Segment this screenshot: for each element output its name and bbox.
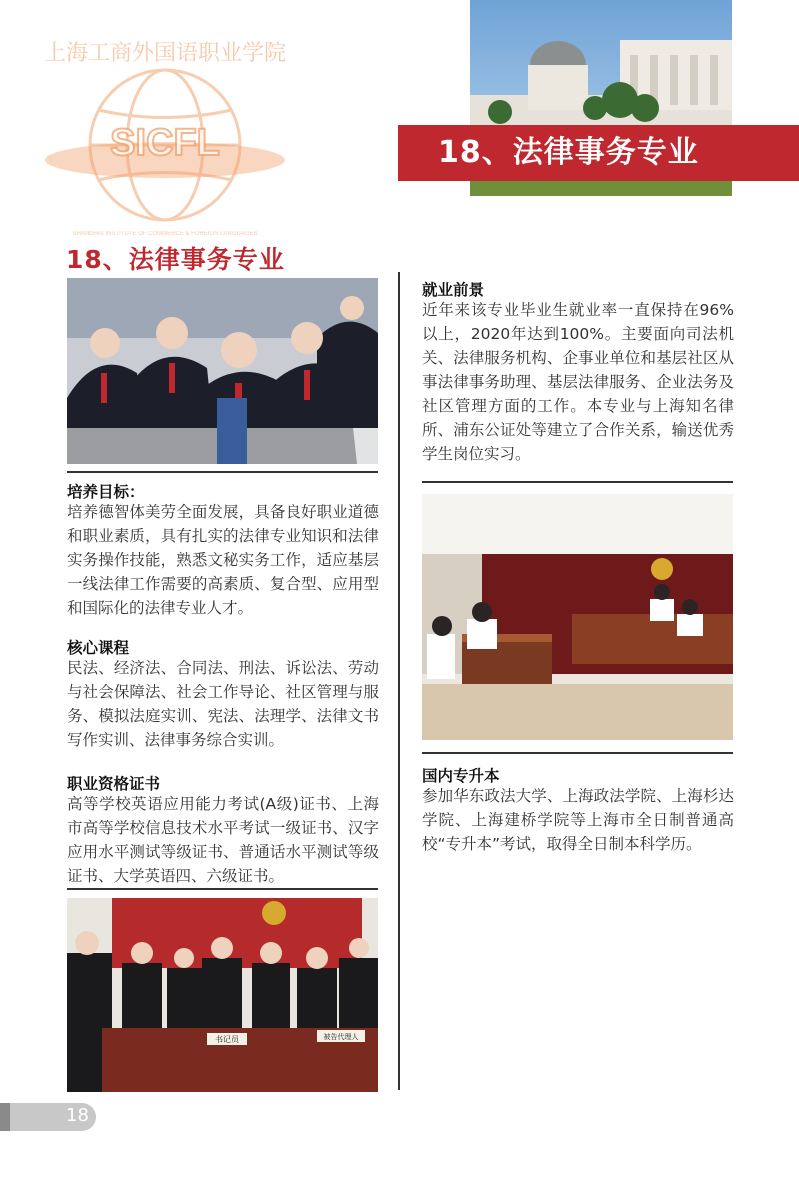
logo-ring-text: SHANGHAI INSTITUTE OF COMMERCE & FOREIGN LANGUAGES xyxy=(72,231,258,237)
upgrade-heading: 国内专升本 xyxy=(422,767,500,785)
training-goal-heading: 培养目标： xyxy=(67,483,145,501)
column-divider xyxy=(398,272,400,1090)
employment-heading: 就业前景 xyxy=(422,281,485,299)
banner-lawn-strip xyxy=(470,181,732,196)
training-goal-body: 培养德智体美劳全面发展，具备良好职业道德和职业素质，具有扎实的法律专业知识和法律实务操作技能，熟悉文秘实务工作，适应基层一线法律工作需要的高素质、复合型、应用型和国际化的法律专业人才。 xyxy=(67,503,379,617)
core-courses-body: 民法、经济法、合同法、刑法、诉讼法、劳动与社会保障法、社会工作导论、社区管理与服务、模拟法庭实训、宪法、法理学、法律文书写作实训、法律事务综合实训。 xyxy=(67,659,379,749)
divider xyxy=(422,752,733,754)
employment-body: 近年来该专业毕业生就业率一直保持在96%以上，2020年达到100%。主要面向司法机关、法律服务机构、企事业单位和基层社区从事法律事务助理、基层法律服务、企业法务及社区管理方面的工作。本专业与上海知名律所、浦东公证处等建立了合作关系，输送优秀学生岗位实习。 xyxy=(422,301,734,463)
court-sign-clerk: 书记员 xyxy=(215,1035,239,1044)
oath-ceremony-photo xyxy=(67,898,378,1092)
logo-arc-text: 上海工商外国语职业学院 xyxy=(43,41,287,66)
certificates-heading: 职业资格证书 xyxy=(67,775,161,793)
students-classroom-photo xyxy=(67,278,378,464)
court-sign-defense-agent: 被告代理人 xyxy=(323,1033,359,1041)
divider xyxy=(67,888,378,890)
divider xyxy=(67,471,378,473)
upgrade-body: 参加华东政法大学、上海政法学院、上海杉达学院、上海建桥学院等上海市全日制普通高校“专升本”考试，取得全日制本科学历。 xyxy=(422,787,734,853)
moot-court-photo xyxy=(422,494,733,740)
page-number: 18 xyxy=(66,1105,89,1126)
banner-title: 18、法律事务专业 xyxy=(398,125,799,181)
divider xyxy=(422,481,733,483)
core-courses-heading: 核心课程 xyxy=(67,639,130,657)
certificates-body: 高等学校英语应用能力考试(A级)证书、上海市高等学校信息技术水平考试一级证书、汉字应用水平测试等级证书、普通话水平测试等级证书、大学英语四、六级证书。 xyxy=(67,795,379,885)
page-number-bar xyxy=(0,1103,10,1131)
school-logo xyxy=(40,30,290,240)
logo-center-text: SICFL xyxy=(110,122,220,164)
page-title: 18、法律事务专业 xyxy=(66,245,285,274)
